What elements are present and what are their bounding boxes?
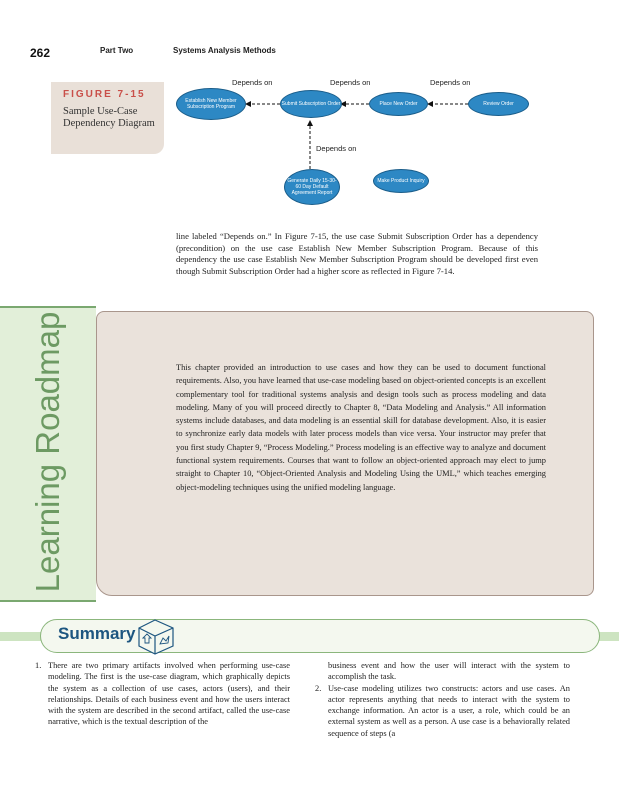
roadmap-text: This chapter provided an introduction to use cases and how they can be used to document functional requirements. Also, you have learned that use-case modeling based on object-oriented concepts is an excellent complementary tool for traditional systems analysis and design tools such as process modeling and data modeling. Many of you will proceed directly to Chapter 8, “Data Modeling and Analysis.” All information systems include databases, and data modeling is an essential skill for database development. Also, it is easier to synchronize early data models with later process models than vice versa. Your instructor may prefer that you first study Chapter 9, “Process Modeling.” Process modeling is an effective way to analyze and document functional system requirements. Courses that want to follow an object-oriented approach may elect to jump straight to Chapter 10, “Object-Oriented Analysis and Modeling Using the UML,” which teaches emerging object-modeling techniques using the unified modeling language. bbox=[176, 363, 546, 492]
summary-cube-icon bbox=[133, 614, 179, 656]
summary-column-left bbox=[35, 660, 290, 728]
use-case-generate-report: Generate Daily 15-30-60 Day Default Agreement Report bbox=[284, 169, 340, 205]
summary-item-text: business event and how the user will interact with the system to accomplish the task. bbox=[328, 661, 570, 682]
dependency-label-4: Depends on bbox=[316, 144, 357, 153]
summary-item-number: 2. bbox=[315, 683, 322, 693]
dependency-label-1: Depends on bbox=[232, 78, 273, 87]
summary-item bbox=[35, 660, 290, 728]
figure-label: FIGURE 7-15 bbox=[63, 89, 146, 100]
figure-caption: Sample Use-Case Dependency Diagram bbox=[63, 106, 155, 129]
summary-item-number: 1. bbox=[35, 661, 42, 670]
dependency-label-3: Depends on bbox=[430, 78, 471, 87]
use-case-establish: Establish New Member Subscription Program bbox=[176, 88, 246, 120]
use-case-product-inquiry: Make Product Inquiry bbox=[373, 169, 429, 193]
summary-item-text: Use-case modeling utilizes two constructs: actors and use cases. An actor represents anything that needs to interact with the system to exchange information. An actor is a user, a role, which could be an external system as well as a person. A use case is a behaviorally related sequence of steps (a bbox=[328, 683, 570, 738]
section-label: Systems Analysis Methods bbox=[173, 46, 276, 55]
summary-column-right bbox=[315, 660, 570, 739]
body-paragraph: line labeled “Depends on.” In Figure 7-15, the use case Submit Subscription Order has a dependency (precondition) on the use case Establish New Member Subscription Program. Because of this dependency the use case Establish New Member Subscription Program should be developed first even though Submit Subscription Order had a higher score as reflected in Figure 7-14. bbox=[176, 231, 538, 277]
part-label: Part Two bbox=[100, 46, 134, 55]
dependency-label-2: Depends on bbox=[330, 78, 371, 87]
summary-item-text: There are two primary artifacts involved when performing use-case modeling. The first is the use-case diagram, which graphically depicts the system as a collection of use cases, actors (users), and their relationships. Details of each business event and how the users interact with the system are described in the second artifact, called the use-case narrative, which is the textual description of the bbox=[48, 661, 290, 727]
summary-item bbox=[315, 683, 570, 739]
use-case-review-order: Review Order bbox=[468, 92, 529, 116]
summary-title: Summary bbox=[58, 624, 136, 643]
use-case-submit: Submit Subscription Order bbox=[280, 90, 342, 118]
page-number: 262 bbox=[30, 46, 51, 60]
roadmap-title: Learning Roadmap bbox=[29, 311, 66, 593]
use-case-place-order: Place New Order bbox=[369, 92, 428, 116]
summary-item-continued bbox=[315, 660, 570, 683]
